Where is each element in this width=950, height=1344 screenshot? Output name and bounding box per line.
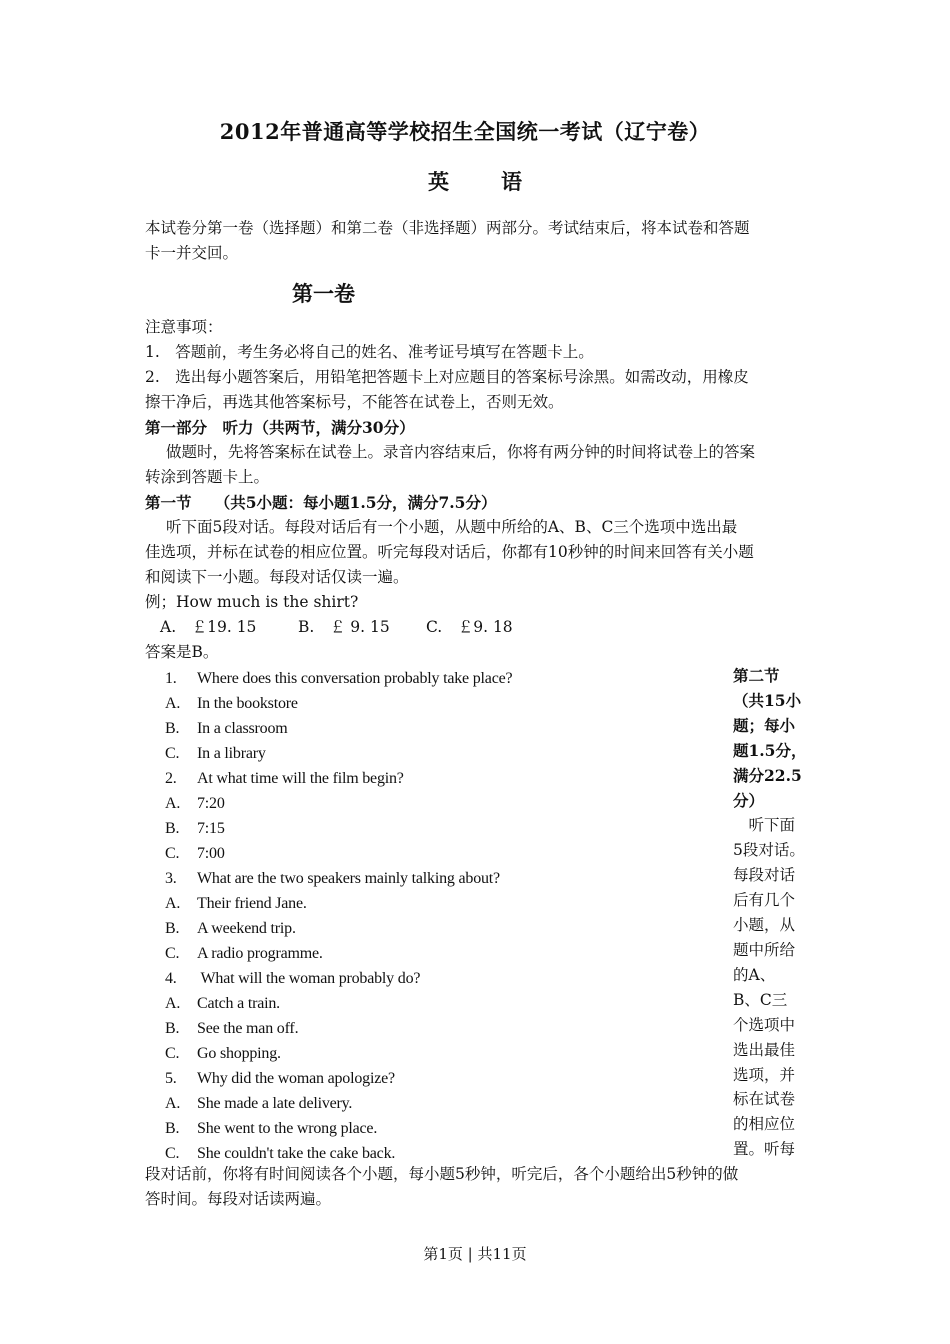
section2-instruction-line: 个选项中 — [733, 1015, 796, 1034]
item-label: C. — [165, 945, 180, 962]
section2-heading-line: （共15小 — [733, 690, 802, 710]
note-item: 擦干净后，再选其他答案标号，不能答在试卷上，否则无效。 — [145, 393, 564, 411]
section2-heading-line: 题1.5分， — [733, 740, 807, 760]
note-item: 1. 答题前，考生务必将自己的姓名、准考证号填写在答题卡上。 — [145, 343, 594, 361]
section2-instruction-line: 5段对话。 — [733, 841, 805, 860]
option-item — [165, 1016, 725, 1041]
item-label: B. — [165, 920, 180, 937]
item-text: In a library — [197, 745, 266, 762]
item-text: In the bookstore — [197, 695, 298, 712]
item-label: A. — [165, 895, 181, 912]
section2-tail-line: 答时间。每段对话读两遍。 — [145, 1190, 332, 1208]
section2-instruction-line: 题中所给 — [733, 940, 796, 959]
section2-heading-line: 分） — [733, 790, 765, 810]
item-text: Their friend Jane. — [197, 895, 307, 912]
section1-instruction: 和阅读下一小题。每段对话仅读一遍。 — [145, 568, 409, 586]
intro-line: 本试卷分第一卷（选择题）和第二卷（非选择题）两部分。考试结束后，将本试卷和答题 — [145, 219, 750, 237]
volume-heading: 第一卷 — [292, 281, 355, 306]
item-text: She made a late delivery. — [197, 1095, 353, 1112]
option-item — [165, 716, 725, 741]
question-item — [165, 666, 725, 691]
option-item — [165, 891, 725, 916]
question-item — [165, 1066, 725, 1091]
exam-title: 2012年普通高等学校招生全国统一考试（辽宁卷） — [219, 119, 711, 144]
section1-instruction: 佳选项，并标在试卷的相应位置。听完每段对话后，你都有10秒钟的时间来回答有关小题 — [145, 543, 754, 561]
option-item — [165, 1091, 725, 1116]
option-item — [165, 791, 725, 816]
section2-heading-line: 题；每小 — [733, 715, 796, 735]
section2-instruction-line: 置。听每 — [733, 1140, 796, 1159]
option-item — [165, 941, 725, 966]
item-text: See the man off. — [197, 1020, 299, 1037]
example-option: A. ￡19. 15 — [160, 618, 257, 636]
example-options — [145, 615, 810, 640]
page-footer: 第1页 | 共11页 — [423, 1245, 527, 1263]
section2-heading-line: 满分22.5 — [733, 765, 802, 785]
question-item — [165, 766, 725, 791]
item-text: What are the two speakers mainly talking about? — [197, 870, 500, 887]
item-text: At what time will the film begin? — [197, 770, 404, 787]
item-text: What will the woman probably do? — [197, 970, 421, 987]
item-label: 5. — [165, 1070, 177, 1087]
section2-instruction-line: 每段对话 — [733, 866, 796, 885]
section2-instruction-line: B、C三 — [733, 990, 788, 1009]
item-text: In a classroom — [197, 720, 288, 737]
item-label: B. — [165, 1120, 180, 1137]
item-label: 2. — [165, 770, 177, 787]
item-label: 3. — [165, 870, 177, 887]
item-label: C. — [165, 845, 180, 862]
item-text: Where does this conversation probably take place? — [197, 670, 513, 687]
intro — [145, 216, 810, 266]
item-text: 7:20 — [197, 795, 225, 812]
section2-instruction-line: 的A、 — [733, 965, 776, 984]
part1-instruction: 转涂到答题卡上。 — [145, 468, 270, 486]
option-item — [165, 1116, 725, 1141]
note-item: 2. 选出每小题答案后，用铅笔把答题卡上对应题目的答案标号涂黑。如需改动，用橡皮 — [145, 368, 749, 386]
item-text: A weekend trip. — [197, 920, 296, 937]
subject-heading — [0, 166, 950, 196]
item-text: Why did the woman apologize? — [197, 1070, 395, 1087]
section2-instruction-line: 后有几个 — [733, 891, 796, 910]
option-item — [165, 691, 725, 716]
example-answer: 答案是B。 — [145, 643, 219, 661]
part1-heading: 第一部分 听力（共两节，满分30分） — [145, 418, 415, 437]
example-option: B. ￡ 9. 15 — [298, 618, 390, 636]
item-label: C. — [165, 1145, 180, 1162]
item-text: 7:00 — [197, 845, 225, 862]
item-label: B. — [165, 720, 180, 737]
section2-heading-line: 第二节 — [733, 666, 780, 685]
item-label: C. — [165, 1045, 180, 1062]
question-item — [165, 866, 725, 891]
item-text: She went to the wrong place. — [197, 1120, 378, 1137]
section1-instruction: 听下面5段对话。每段对话后有一个小题，从题中所给的A、B、C三个选项中选出最 — [166, 518, 738, 536]
example-question: 例；How much is the shirt? — [145, 593, 359, 611]
item-label: A. — [165, 1095, 181, 1112]
option-item — [165, 841, 725, 866]
section2-instruction-line: 选出最佳 — [733, 1040, 796, 1059]
part1-instruction: 做题时，先将答案标在试卷上。录音内容结束后，你将有两分钟的时间将试卷上的答案 — [166, 443, 756, 461]
option-item — [165, 991, 725, 1016]
question-list — [165, 666, 725, 1166]
instructions-block — [145, 315, 810, 665]
item-label: B. — [165, 820, 180, 837]
example-option: C. ￡9. 18 — [426, 618, 513, 636]
item-text: She couldn't take the cake back. — [197, 1145, 396, 1162]
section2-column — [733, 664, 813, 1162]
section2-tail-line: 段对话前，你将有时间阅读各个小题，每小题5秒钟，听完后，各个小题给出5秒钟的做 — [145, 1165, 739, 1183]
option-item — [165, 1041, 725, 1066]
intro-line: 卡一并交回。 — [145, 244, 239, 262]
subject-char: 语 — [501, 169, 522, 194]
item-label: A. — [165, 795, 181, 812]
item-label: C. — [165, 745, 180, 762]
item-text: Catch a train. — [197, 995, 280, 1012]
item-label: B. — [165, 1020, 180, 1037]
question-item — [165, 966, 725, 991]
option-item — [165, 816, 725, 841]
section1-heading: 第一节 （共5小题：每小题1.5分，满分7.5分） — [145, 493, 497, 512]
section2-instruction-line: 选项，并 — [733, 1065, 796, 1084]
section2-instruction-line: 小题，从 — [733, 916, 796, 935]
option-item — [165, 916, 725, 941]
item-text: Go shopping. — [197, 1045, 281, 1062]
item-label: A. — [165, 995, 181, 1012]
item-label: 4. — [165, 970, 177, 987]
section2-instruction-line: 听下面 — [733, 816, 796, 835]
item-label: 1. — [165, 670, 177, 687]
option-item — [165, 741, 725, 766]
item-label: A. — [165, 695, 181, 712]
section2-instruction-line: 的相应位 — [733, 1115, 796, 1134]
item-text: 7:15 — [197, 820, 225, 837]
section2-tail — [145, 1162, 810, 1212]
item-text: A radio programme. — [197, 945, 323, 962]
subject-char: 英 — [428, 169, 449, 194]
section2-instruction-line: 标在试卷 — [733, 1090, 796, 1109]
notes-heading: 注意事项： — [145, 318, 223, 336]
